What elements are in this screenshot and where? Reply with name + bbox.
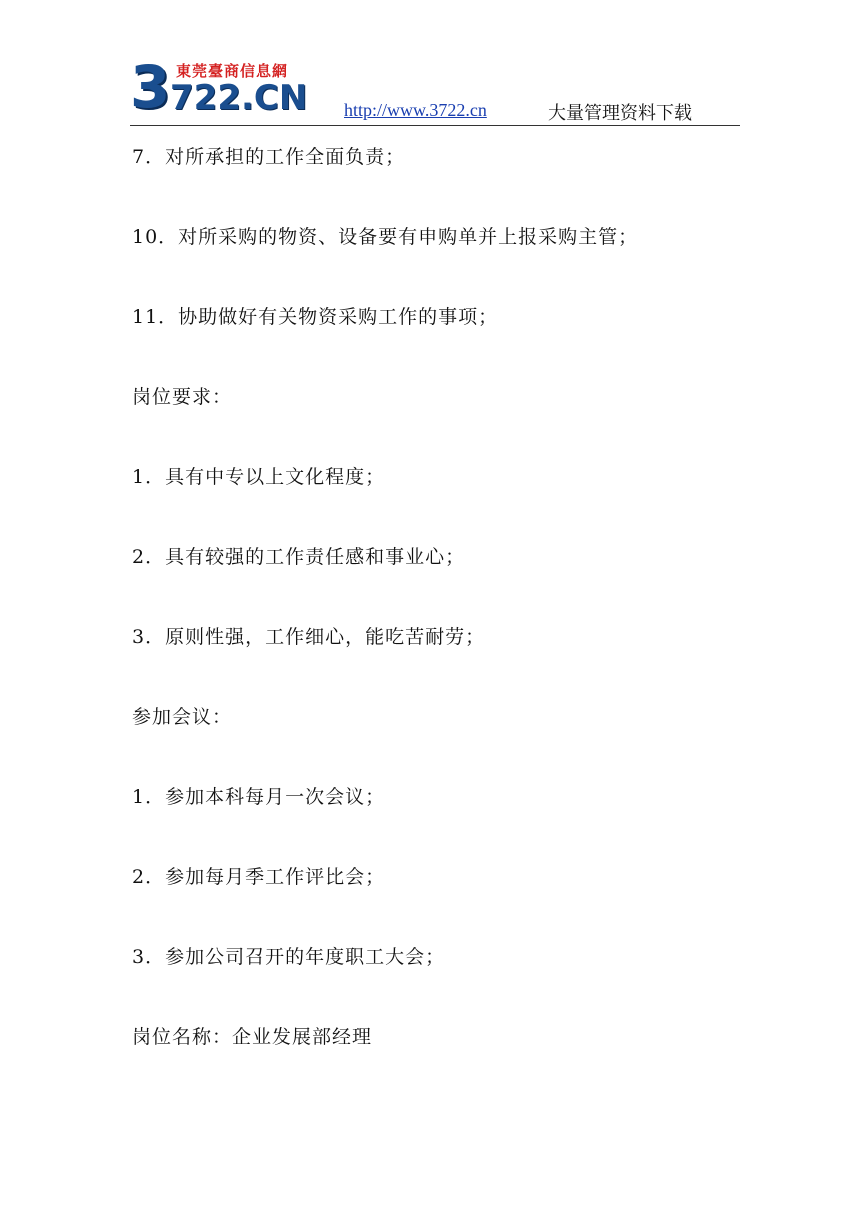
paragraph-line: 3．原则性强，工作细心，能吃苦耐劳； [132, 626, 486, 648]
header-tagline: 大量管理资料下载 [548, 103, 692, 124]
page-header [130, 53, 740, 126]
section-heading: 参加会议： [132, 706, 233, 728]
logo-domain: 722.CN [170, 78, 308, 118]
header-divider [130, 125, 740, 126]
paragraph-line: 10．对所采购的物资、设备要有申购单并上报采购主管； [132, 226, 639, 248]
logo-chinese-name: 東莞臺商信息網 [176, 62, 289, 80]
paragraph-line: 1．具有中专以上文化程度； [132, 466, 386, 488]
logo-digit: 3 [130, 53, 169, 121]
paragraph-line: 2．参加每月季工作评比会； [132, 866, 386, 888]
paragraph-line: 2．具有较强的工作责任感和事业心； [132, 546, 466, 568]
section-heading: 岗位要求： [132, 386, 233, 408]
section-heading: 岗位名称：企业发展部经理 [132, 1026, 373, 1048]
site-logo [130, 53, 310, 121]
paragraph-line: 3．参加公司召开的年度职工大会； [132, 946, 446, 968]
document-body [132, 140, 742, 1100]
site-link[interactable]: http://www.3722.cn [344, 100, 487, 120]
paragraph-line: 11．协助做好有关物资采购工作的事项； [132, 306, 499, 328]
paragraph-line: 7．对所承担的工作全面负责； [132, 146, 406, 168]
paragraph-line: 1．参加本科每月一次会议； [132, 786, 386, 808]
